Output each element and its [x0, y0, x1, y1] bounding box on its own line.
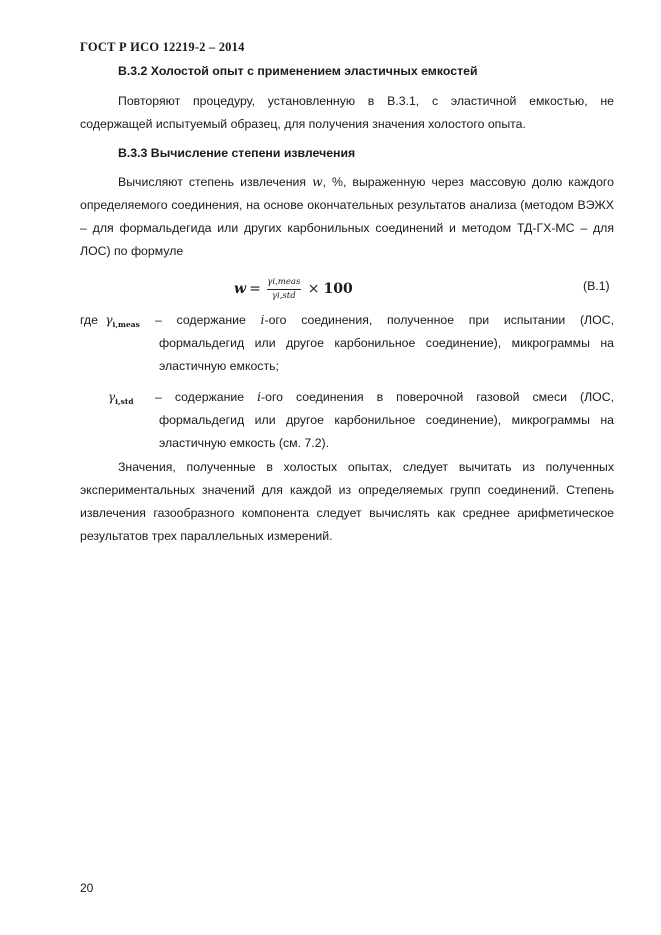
formula-denominator: γi,std: [271, 290, 296, 301]
gamma-letter-std: γ: [108, 390, 116, 404]
definition-meas-rest: формальдегид или другое карбонильное соединение), микрограммы на эластичную емкость;: [159, 336, 614, 373]
formula-times: ×: [307, 281, 320, 297]
def-meas-italic-i: i: [260, 313, 265, 327]
standard-header: ГОСТ Р ИСО 12219-2 – 2014: [80, 40, 245, 54]
gamma-meas-subscript: i,meas: [112, 320, 140, 329]
def-meas-text-b: -ого соединения, полученное при испытании (ЛОС,: [264, 313, 614, 327]
definition-meas-line1: [155, 309, 614, 332]
def-meas-text-a: – содержание: [155, 313, 261, 327]
formula-constant: 100: [323, 281, 353, 297]
closing-paragraph: [80, 456, 614, 548]
gamma-std-symbol: [108, 390, 134, 404]
gamma-meas-symbol: [105, 313, 139, 327]
def-std-text-a: – содержание: [155, 390, 258, 404]
section-b33-paragraph: [80, 171, 614, 263]
section-b32-heading: В.3.2 Холостой опыт с применением эластичных емкостей: [118, 64, 478, 78]
definition-std-rest: формальдегид или другое карбонильное соединение), микрограммы на эластичную емкость (см. 7.2).: [159, 413, 614, 450]
gamma-std-subscript: i,std: [115, 397, 134, 406]
definition-gamma-meas: [80, 309, 614, 379]
page-number: 20: [80, 881, 94, 895]
recovery-formula: [234, 272, 353, 306]
definition-label-std: [108, 386, 134, 413]
definition-std-line1: [155, 386, 614, 409]
section-b32-paragraph: [80, 90, 614, 136]
def-std-text-b: -ого соединения в поверочной газовой смеси (ЛОС,: [261, 390, 614, 404]
fraction-bar: [267, 289, 301, 290]
section-b32-text: Повторяют процедуру, установленную в В.3.1, с эластичной емкостью, не содержащей испытуемый образец, для получения значения холостого опыта.: [80, 94, 614, 131]
closing-text: Значения, полученные в холостых опытах, следует вычитать из полученных экспериментальных значений для каждой из определяемых групп соединений. Степень извлечения газообразного компонента следует вычислять как среднее арифметическое результатов трех параллельных измерений.: [80, 460, 614, 543]
where-word: где: [80, 313, 98, 327]
definition-gamma-std: [80, 386, 614, 456]
formula-numerator: γi,meas: [267, 276, 301, 287]
definition-label: [80, 309, 140, 336]
section-b33-text-after: , %, выраженную через массовую долю каждого определяемого соединения, на основе окончательных результатов анализа (методом ВЭЖХ – для формальдегида или других карбонильных соединений и методом ТД-ГХ-МС – для ЛОС) по формуле: [80, 175, 614, 258]
formula-fraction: [267, 277, 301, 302]
formula-lhs: w: [234, 281, 247, 297]
symbol-w: w: [312, 175, 323, 189]
def-std-italic-i: i: [257, 390, 262, 404]
section-b33-text-before: Вычисляют степень извлечения: [118, 175, 313, 189]
formula-number: (В.1): [583, 279, 610, 293]
formula-equals: =: [249, 281, 261, 297]
section-b33-heading: В.3.3 Вычисление степени извлечения: [118, 146, 356, 160]
gamma-letter: γ: [105, 313, 113, 327]
